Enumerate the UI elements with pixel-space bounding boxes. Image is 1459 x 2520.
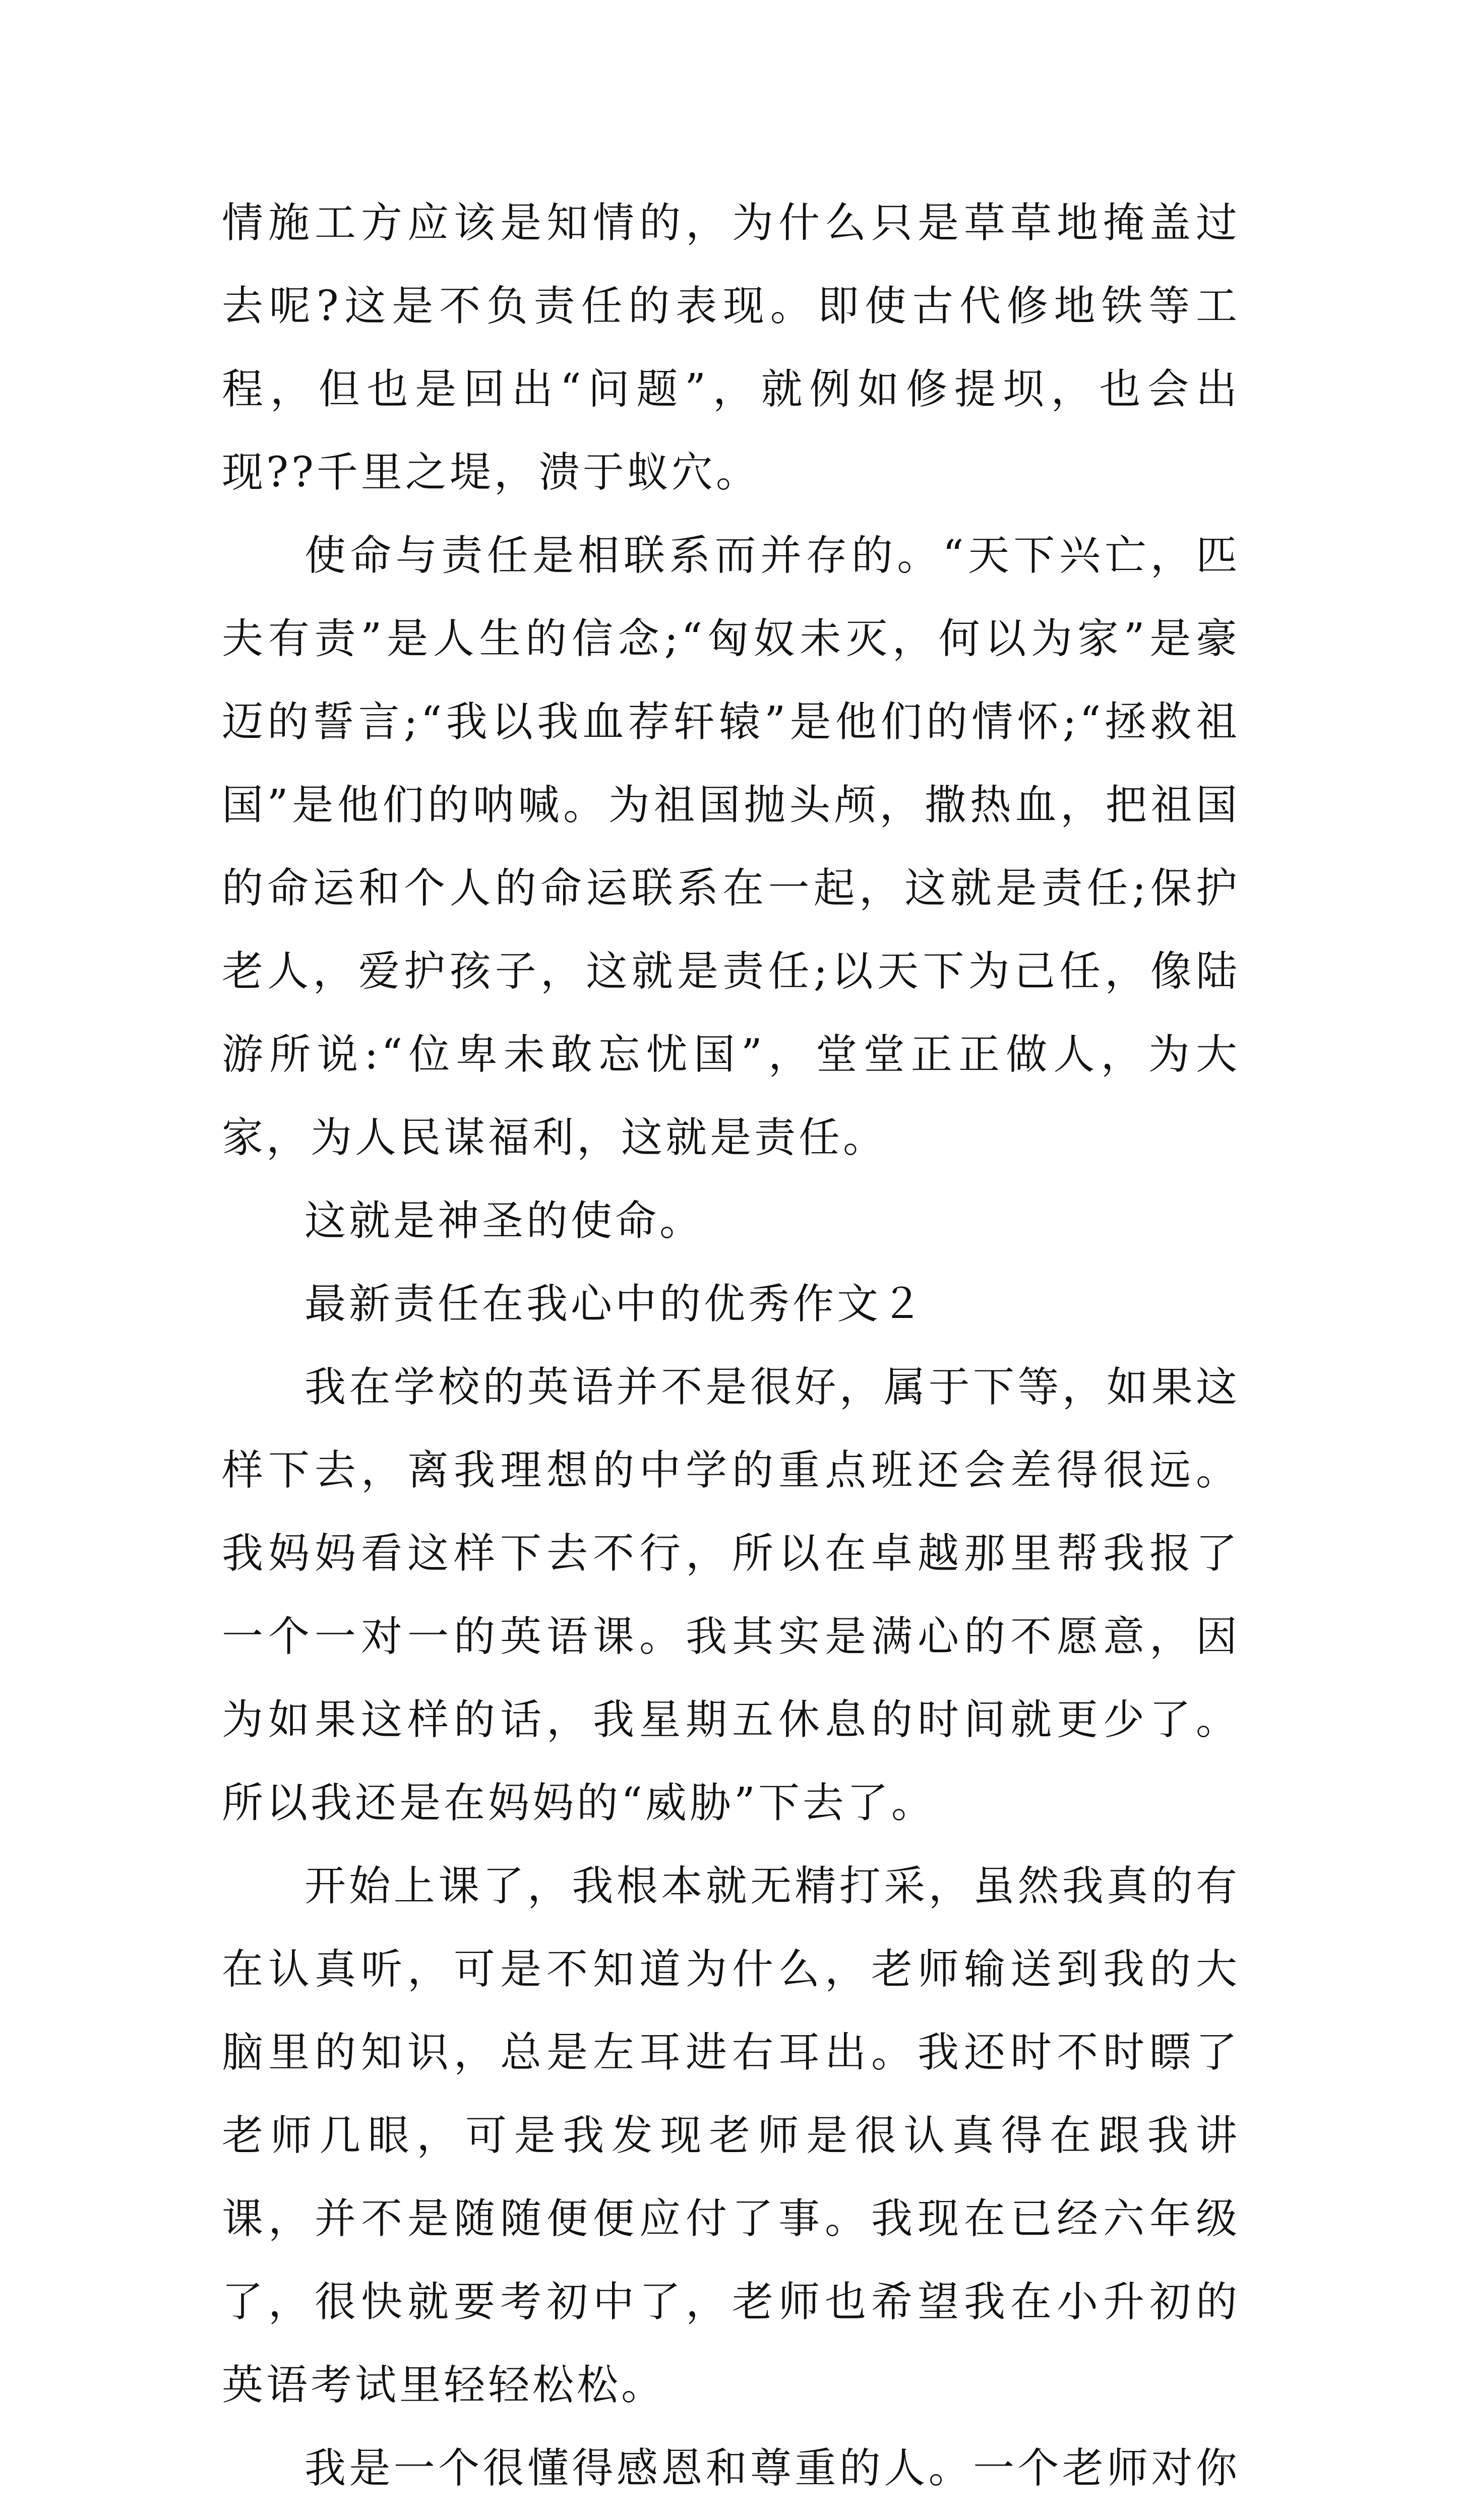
document-body [222,181,1240,2520]
paragraph-3: 这就是神圣的使命。 [305,1197,704,1245]
paragraph-4: 我在学校的英语并不是很好，属于下等，如果这样下去，离我理想的中学的重点班还会差得很远。我妈妈看这样下去不行，所以在卓越那里帮我报了一个一对一的英语课。我其实是满心的不愿意，因为如果这样的话，我星期五休息的时间就更少了。所以我还是在妈妈的“威胁”下去了。 [222,1363,1240,1827]
paragraph-5: 开始上课了，我根本就无精打采，虽然我真的有在认真听，可是不知道为什么，老师输送到我的大脑里的知识，总是左耳进右耳出。我还时不时瞟了老师几眼，可是我发现老师是很认真得在跟我讲课，并不是随随便便应付了事。我现在已经六年级了，很快就要考初中了，老师也希望我在小升初的英语考试里轻轻松松。 [222,1862,1240,2409]
essay-heading: 最新责任在我心中的优秀作文２ [305,1280,926,1328]
paragraph-1: 情施工方应该是知情的，为什么只是草草地掩盖过去呢?这是不负责任的表现。即使古代修地铁等工程，但也是回出“问题”，就例如修提坝，也会出现??千里之堤，溃于蚁穴。 [222,199,1240,496]
paragraph-6: 我是一个很懂得感恩和尊重的人。一个老师对你 [305,2444,1240,2492]
paragraph-2: 使命与责任是相联系而并存的。“天下兴亡，匹夫有责”是人生的信念;“匈奴未灭，何以为家”是豪迈的誓言;“我以我血荐轩辕”是他们的情怀;“拯救祖国”是他们的呐喊。为祖国抛头颅，撒热血，把祖国的命运和个人的命运联系在一起，这就是责任;保护老人，爱护孩子，这就是责任;以天下为己任，像陆游所说:“位卑未敢忘忧国”，堂堂正正做人，为大家，为人民谋福利，这就是责任。 [222,532,1240,1162]
